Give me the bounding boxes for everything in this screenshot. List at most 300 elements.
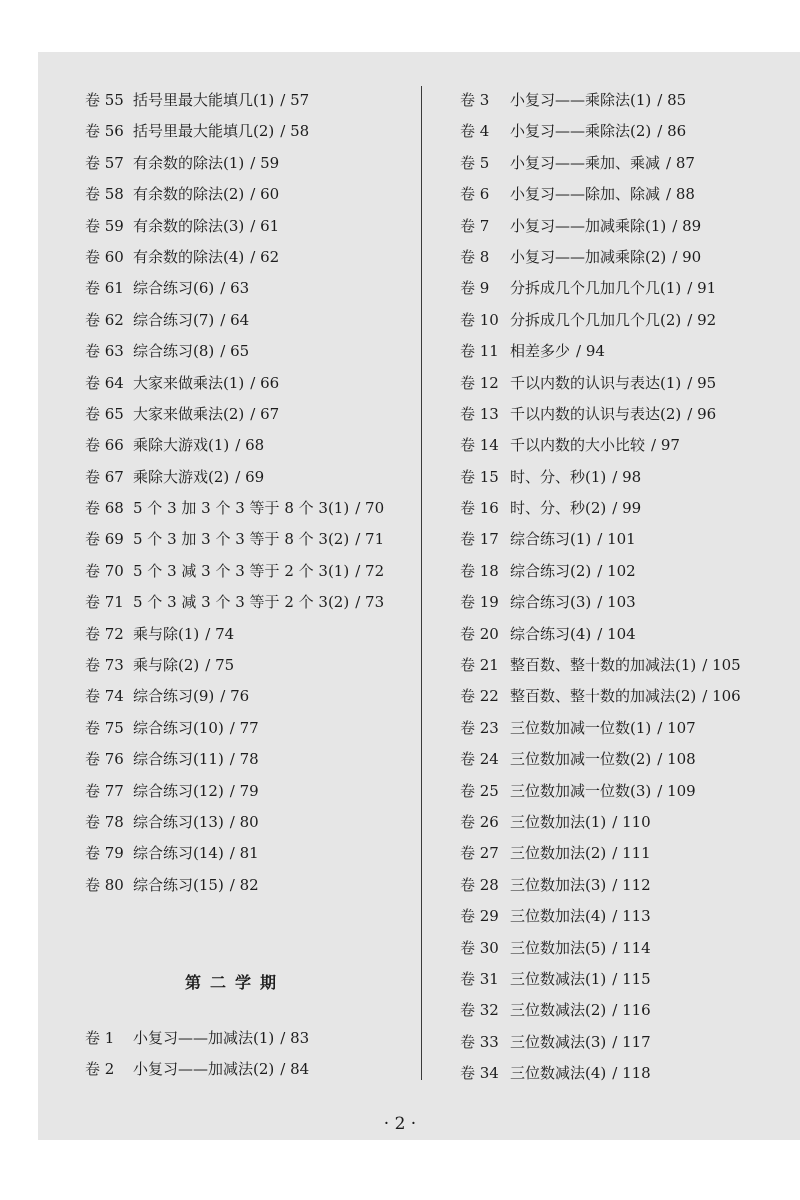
page-separator: / xyxy=(612,844,618,863)
page-separator: / xyxy=(612,1064,618,1083)
toc-entry xyxy=(460,713,790,744)
entry-title: 分拆成几个几加几个几(2) xyxy=(510,310,682,329)
entry-title: 三位数加法(5) xyxy=(510,938,607,957)
entry-number: 卷 75 xyxy=(85,718,124,737)
page-separator: / xyxy=(657,750,663,769)
toc-entry xyxy=(85,336,405,367)
section-heading: 第二学期 xyxy=(185,973,286,992)
toc-entry xyxy=(460,1058,790,1089)
toc-left-column xyxy=(85,85,405,901)
entry-page: 116 xyxy=(622,1001,651,1020)
toc-entry xyxy=(460,933,790,964)
entry-number: 卷 80 xyxy=(85,875,124,894)
entry-title: 综合练习(10) xyxy=(133,718,224,737)
entry-title: 相差多少 xyxy=(510,342,571,361)
entry-page: 85 xyxy=(667,91,687,109)
entry-number: 卷 17 xyxy=(460,530,499,549)
entry-title: 小复习——加减法(1) xyxy=(133,1029,275,1047)
entry-page: 65 xyxy=(230,342,250,361)
entry-title: 时、分、秒(1) xyxy=(510,467,607,486)
entry-number: 卷 20 xyxy=(460,624,499,643)
entry-title: 三位数加减一位数(1) xyxy=(510,718,652,737)
entry-number: 卷 2 xyxy=(85,1060,115,1079)
entry-number: 卷 34 xyxy=(460,1064,499,1083)
entry-page: 99 xyxy=(622,499,642,518)
page-separator: / xyxy=(229,750,235,769)
entry-number: 卷 15 xyxy=(460,467,499,486)
toc-entry xyxy=(85,524,405,555)
entry-number: 卷 72 xyxy=(85,624,124,643)
entry-number: 卷 56 xyxy=(85,122,124,141)
page-separator: / xyxy=(612,875,618,894)
toc-entry xyxy=(460,430,790,461)
entry-page: 98 xyxy=(622,467,642,486)
entry-page: 106 xyxy=(712,687,741,706)
page-separator: / xyxy=(672,216,678,235)
page-separator: / xyxy=(657,781,663,800)
entry-page: 111 xyxy=(622,844,651,863)
entry-page: 59 xyxy=(260,153,280,172)
toc-entry xyxy=(85,273,405,304)
page-separator: / xyxy=(220,279,226,298)
page-separator: / xyxy=(597,624,603,643)
page-separator: / xyxy=(666,153,672,172)
page-separator: / xyxy=(229,781,235,800)
entry-number: 卷 58 xyxy=(85,185,124,204)
page-separator: / xyxy=(229,718,235,737)
toc-entry xyxy=(460,995,790,1026)
entry-number: 卷 23 xyxy=(460,718,499,737)
page-separator: / xyxy=(657,122,663,141)
entry-title: 乘与除(2) xyxy=(133,656,200,675)
entry-title: 括号里最大能填几(2) xyxy=(133,122,275,141)
entry-page: 97 xyxy=(660,436,680,455)
toc-entry xyxy=(460,305,790,336)
entry-title: 有余数的除法(4) xyxy=(133,247,245,266)
entry-page: 80 xyxy=(239,812,259,831)
page-separator: / xyxy=(250,216,256,235)
entry-title: 三位数减法(1) xyxy=(510,969,607,988)
entry-title: 三位数加法(1) xyxy=(510,812,607,831)
toc-entry xyxy=(85,619,405,650)
toc-entry xyxy=(460,556,790,587)
entry-number: 卷 71 xyxy=(85,593,124,612)
page-separator: / xyxy=(597,593,603,612)
entry-number: 卷 26 xyxy=(460,812,499,831)
page-separator: / xyxy=(687,310,693,329)
toc-entry xyxy=(460,838,790,869)
toc-entry xyxy=(460,242,790,273)
page-separator: / xyxy=(612,1032,618,1051)
entry-page: 57 xyxy=(290,91,310,109)
entry-page: 88 xyxy=(675,185,695,204)
entry-number: 卷 74 xyxy=(85,687,124,706)
toc-entry xyxy=(85,1023,405,1054)
entry-page: 67 xyxy=(260,404,280,423)
page-separator: / xyxy=(612,812,618,831)
page-separator: / xyxy=(657,91,663,109)
page-separator: / xyxy=(687,373,693,392)
entry-number: 卷 12 xyxy=(460,373,499,392)
entry-title: 括号里最大能填几(1) xyxy=(133,91,275,109)
entry-title: 综合练习(7) xyxy=(133,310,215,329)
entry-number: 卷 18 xyxy=(460,561,499,580)
entry-title: 整百数、整十数的加减法(1) xyxy=(510,656,697,675)
entry-page: 90 xyxy=(682,247,702,266)
toc-right-column xyxy=(460,85,790,1090)
page-separator: / xyxy=(687,404,693,423)
entry-title: 综合练习(8) xyxy=(133,342,215,361)
entry-title: 小复习——乘除法(2) xyxy=(510,122,652,141)
toc-entry xyxy=(460,273,790,304)
entry-number: 卷 68 xyxy=(85,499,124,518)
entry-number: 卷 16 xyxy=(460,499,499,518)
toc-entry xyxy=(85,148,405,179)
toc-entry xyxy=(85,838,405,869)
toc-entry xyxy=(85,305,405,336)
page-number: · 2 · xyxy=(383,1114,417,1134)
entry-number: 卷 11 xyxy=(460,342,499,361)
entry-title: 三位数加减一位数(3) xyxy=(510,781,652,800)
entry-page: 96 xyxy=(697,404,717,423)
entry-page: 117 xyxy=(622,1032,651,1051)
toc-entry xyxy=(85,116,405,147)
entry-title: 小复习——除加、除减 xyxy=(510,185,661,204)
toc-entry xyxy=(85,807,405,838)
entry-title: 综合练习(1) xyxy=(510,530,592,549)
entry-title: 5 个 3 加 3 个 3 等于 8 个 3(2) xyxy=(133,530,350,549)
page-separator: / xyxy=(355,530,361,549)
entry-title: 三位数加法(3) xyxy=(510,875,607,894)
entry-number: 卷 69 xyxy=(85,530,124,549)
page-separator: / xyxy=(672,247,678,266)
toc-entry xyxy=(460,211,790,242)
page-separator: / xyxy=(612,499,618,518)
toc-entry xyxy=(460,1027,790,1058)
entry-page: 107 xyxy=(667,718,696,737)
entry-title: 小复习——乘除法(1) xyxy=(510,91,652,109)
entry-number: 卷 19 xyxy=(460,593,499,612)
entry-title: 三位数加法(4) xyxy=(510,907,607,926)
page-separator: / xyxy=(612,467,618,486)
entry-number: 卷 7 xyxy=(460,216,490,235)
entry-title: 综合练习(11) xyxy=(133,750,224,769)
entry-page: 108 xyxy=(667,750,696,769)
entry-number: 卷 62 xyxy=(85,310,124,329)
page-separator: / xyxy=(250,185,256,204)
page-separator: / xyxy=(220,310,226,329)
page-separator: / xyxy=(612,938,618,957)
toc-entry xyxy=(85,556,405,587)
entry-title: 三位数加减一位数(2) xyxy=(510,750,652,769)
entry-page: 76 xyxy=(230,687,250,706)
page-separator: / xyxy=(280,1029,286,1047)
entry-title: 有余数的除法(1) xyxy=(133,153,245,172)
toc-entry xyxy=(85,713,405,744)
entry-page: 70 xyxy=(365,499,385,518)
entry-page: 61 xyxy=(260,216,280,235)
entry-number: 卷 14 xyxy=(460,436,499,455)
entry-page: 113 xyxy=(622,907,651,926)
entry-title: 大家来做乘法(1) xyxy=(133,373,245,392)
column-divider xyxy=(421,86,422,1080)
page-separator: / xyxy=(687,279,693,298)
toc-entry xyxy=(460,399,790,430)
entry-number: 卷 70 xyxy=(85,561,124,580)
toc-entry xyxy=(85,493,405,524)
toc-entry xyxy=(85,681,405,712)
entry-page: 95 xyxy=(697,373,717,392)
entry-page: 73 xyxy=(365,593,385,612)
entry-title: 小复习——乘加、乘减 xyxy=(510,153,661,172)
entry-number: 卷 66 xyxy=(85,436,124,455)
toc-entry xyxy=(460,807,790,838)
page-separator: / xyxy=(229,844,235,863)
entry-page: 81 xyxy=(239,844,259,863)
toc-entry xyxy=(460,587,790,618)
entry-page: 92 xyxy=(697,310,717,329)
entry-number: 卷 3 xyxy=(460,91,490,109)
entry-number: 卷 31 xyxy=(460,969,499,988)
page-separator: / xyxy=(205,656,211,675)
entry-page: 114 xyxy=(622,938,651,957)
page-separator: / xyxy=(612,969,618,988)
page-separator: / xyxy=(280,1060,286,1079)
entry-number: 卷 73 xyxy=(85,656,124,675)
entry-title: 综合练习(6) xyxy=(133,279,215,298)
entry-number: 卷 27 xyxy=(460,844,499,863)
toc-entry xyxy=(460,368,790,399)
entry-title: 整百数、整十数的加减法(2) xyxy=(510,687,697,706)
page-separator: / xyxy=(355,499,361,518)
entry-title: 小复习——加减乘除(1) xyxy=(510,216,667,235)
page-separator: / xyxy=(355,561,361,580)
entry-number: 卷 25 xyxy=(460,781,499,800)
entry-title: 综合练习(4) xyxy=(510,624,592,643)
entry-title: 三位数减法(4) xyxy=(510,1064,607,1083)
entry-page: 75 xyxy=(215,656,235,675)
toc-entry xyxy=(460,179,790,210)
toc-entry xyxy=(85,242,405,273)
entry-page: 112 xyxy=(622,875,651,894)
entry-number: 卷 8 xyxy=(460,247,490,266)
entry-title: 千以内数的认识与表达(2) xyxy=(510,404,682,423)
entry-number: 卷 24 xyxy=(460,750,499,769)
entry-page: 105 xyxy=(712,656,741,675)
toc-entry xyxy=(460,870,790,901)
entry-number: 卷 77 xyxy=(85,781,124,800)
entry-title: 综合练习(9) xyxy=(133,687,215,706)
page-separator: / xyxy=(355,593,361,612)
entry-page: 79 xyxy=(239,781,259,800)
entry-number: 卷 1 xyxy=(85,1029,115,1047)
toc-entry xyxy=(460,744,790,775)
entry-number: 卷 33 xyxy=(460,1032,499,1051)
page-separator: / xyxy=(702,687,708,706)
entry-number: 卷 63 xyxy=(85,342,124,361)
entry-title: 综合练习(14) xyxy=(133,844,224,863)
entry-page: 60 xyxy=(260,185,280,204)
entry-page: 69 xyxy=(245,467,265,486)
entry-page: 87 xyxy=(675,153,695,172)
entry-title: 小复习——加减乘除(2) xyxy=(510,247,667,266)
page-separator: / xyxy=(280,122,286,141)
entry-page: 115 xyxy=(622,969,651,988)
entry-page: 118 xyxy=(622,1064,651,1083)
page-separator: / xyxy=(229,875,235,894)
toc-entry xyxy=(460,776,790,807)
entry-page: 68 xyxy=(245,436,265,455)
entry-title: 三位数减法(3) xyxy=(510,1032,607,1051)
page-separator: / xyxy=(235,467,241,486)
page-separator: / xyxy=(597,561,603,580)
entry-page: 89 xyxy=(682,216,702,235)
entry-page: 104 xyxy=(607,624,636,643)
toc-entry xyxy=(85,462,405,493)
entry-page: 84 xyxy=(290,1060,310,1079)
entry-page: 58 xyxy=(290,122,310,141)
entry-number: 卷 29 xyxy=(460,907,499,926)
toc-entry xyxy=(460,901,790,932)
page-separator: / xyxy=(612,907,618,926)
toc-entry xyxy=(85,870,405,901)
entry-title: 时、分、秒(2) xyxy=(510,499,607,518)
entry-title: 综合练习(12) xyxy=(133,781,224,800)
entry-number: 卷 22 xyxy=(460,687,499,706)
entry-page: 74 xyxy=(215,624,235,643)
toc-entry xyxy=(460,336,790,367)
entry-title: 有余数的除法(3) xyxy=(133,216,245,235)
toc-entry xyxy=(460,524,790,555)
page-separator: / xyxy=(250,153,256,172)
entry-number: 卷 5 xyxy=(460,153,490,172)
entry-number: 卷 64 xyxy=(85,373,124,392)
entry-title: 千以内数的认识与表达(1) xyxy=(510,373,682,392)
page-separator: / xyxy=(250,373,256,392)
entry-number: 卷 61 xyxy=(85,279,124,298)
entry-page: 63 xyxy=(230,279,250,298)
entry-page: 83 xyxy=(290,1029,310,1047)
entry-number: 卷 57 xyxy=(85,153,124,172)
entry-page: 78 xyxy=(239,750,259,769)
toc-entry xyxy=(460,462,790,493)
entry-number: 卷 28 xyxy=(460,875,499,894)
toc-entry xyxy=(85,587,405,618)
entry-number: 卷 60 xyxy=(85,247,124,266)
toc-entry xyxy=(85,179,405,210)
entry-number: 卷 13 xyxy=(460,404,499,423)
toc-entry xyxy=(85,85,405,116)
entry-title: 乘除大游戏(1) xyxy=(133,436,230,455)
entry-page: 110 xyxy=(622,812,651,831)
toc-entry xyxy=(460,681,790,712)
entry-title: 综合练习(13) xyxy=(133,812,224,831)
toc-entry xyxy=(460,85,790,116)
page-separator: / xyxy=(666,185,672,204)
entry-page: 82 xyxy=(239,875,259,894)
entry-number: 卷 6 xyxy=(460,185,490,204)
entry-number: 卷 76 xyxy=(85,750,124,769)
entry-title: 乘除大游戏(2) xyxy=(133,467,230,486)
entry-number: 卷 21 xyxy=(460,656,499,675)
entry-number: 卷 55 xyxy=(85,91,124,109)
toc-entry xyxy=(460,619,790,650)
entry-title: 综合练习(3) xyxy=(510,593,592,612)
entry-page: 66 xyxy=(260,373,280,392)
entry-number: 卷 10 xyxy=(460,310,499,329)
page-separator: / xyxy=(250,404,256,423)
entry-page: 71 xyxy=(365,530,385,549)
toc-entry xyxy=(85,211,405,242)
entry-title: 有余数的除法(2) xyxy=(133,185,245,204)
entry-title: 大家来做乘法(2) xyxy=(133,404,245,423)
toc-entry xyxy=(460,493,790,524)
entry-title: 三位数加法(2) xyxy=(510,844,607,863)
toc-entry xyxy=(460,116,790,147)
page-separator: / xyxy=(229,812,235,831)
entry-title: 小复习——加减法(2) xyxy=(133,1060,275,1079)
entry-page: 102 xyxy=(607,561,636,580)
page-separator: / xyxy=(235,436,241,455)
entry-title: 5 个 3 加 3 个 3 等于 8 个 3(1) xyxy=(133,499,350,518)
page-separator: / xyxy=(612,1001,618,1020)
page-separator: / xyxy=(220,687,226,706)
toc-entry xyxy=(85,650,405,681)
entry-number: 卷 32 xyxy=(460,1001,499,1020)
page-separator: / xyxy=(597,530,603,549)
entry-number: 卷 4 xyxy=(460,122,490,141)
toc-left-column-second-term xyxy=(85,1023,405,1086)
entry-number: 卷 59 xyxy=(85,216,124,235)
page-separator: / xyxy=(250,247,256,266)
toc-entry xyxy=(460,964,790,995)
entry-number: 卷 9 xyxy=(460,279,490,298)
entry-page: 86 xyxy=(667,122,687,141)
toc-entry xyxy=(85,368,405,399)
entry-page: 77 xyxy=(239,718,259,737)
entry-title: 乘与除(1) xyxy=(133,624,200,643)
entry-title: 5 个 3 减 3 个 3 等于 2 个 3(1) xyxy=(133,561,350,580)
toc-entry xyxy=(85,430,405,461)
entry-number: 卷 79 xyxy=(85,844,124,863)
toc-entry xyxy=(85,776,405,807)
entry-page: 72 xyxy=(365,561,385,580)
entry-number: 卷 30 xyxy=(460,938,499,957)
entry-title: 分拆成几个几加几个几(1) xyxy=(510,279,682,298)
entry-page: 103 xyxy=(607,593,636,612)
entry-title: 三位数减法(2) xyxy=(510,1001,607,1020)
toc-entry xyxy=(460,148,790,179)
toc-entry xyxy=(85,1054,405,1085)
page-separator: / xyxy=(702,656,708,675)
toc-entry xyxy=(85,744,405,775)
entry-page: 109 xyxy=(667,781,696,800)
page-separator: / xyxy=(205,624,211,643)
entry-number: 卷 65 xyxy=(85,404,124,423)
entry-title: 综合练习(15) xyxy=(133,875,224,894)
page-separator: / xyxy=(220,342,226,361)
toc-entry xyxy=(460,650,790,681)
entry-page: 91 xyxy=(697,279,717,298)
page-separator: / xyxy=(280,91,286,109)
entry-page: 64 xyxy=(230,310,250,329)
entry-page: 62 xyxy=(260,247,280,266)
entry-page: 101 xyxy=(607,530,636,549)
entry-title: 千以内数的大小比较 xyxy=(510,436,646,455)
page-separator: / xyxy=(576,342,582,361)
page-separator: / xyxy=(651,436,657,455)
entry-number: 卷 67 xyxy=(85,467,124,486)
